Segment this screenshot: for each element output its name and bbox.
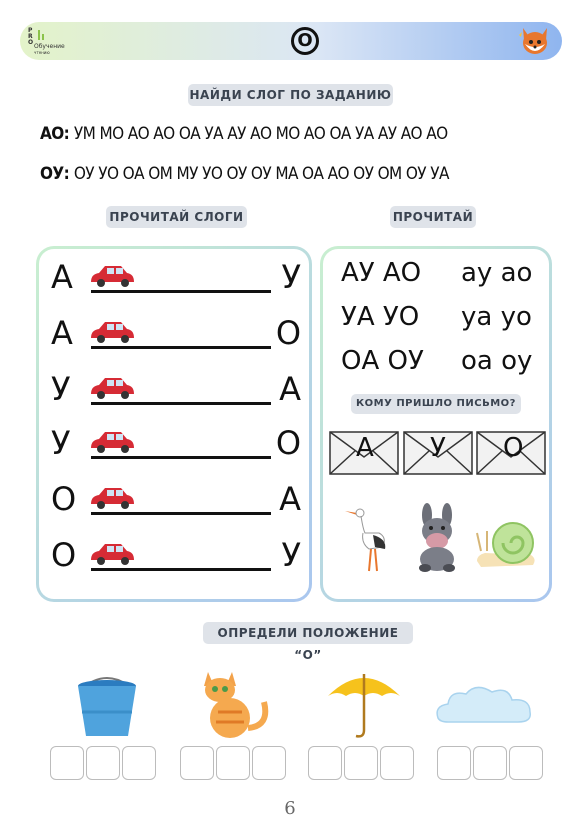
- logo: P R O Обучение чтению: [28, 27, 65, 55]
- syllable-row: У О: [51, 424, 301, 462]
- read-lower: ау ао: [461, 258, 533, 288]
- page-number: 6: [284, 798, 296, 819]
- car-icon: [87, 484, 137, 512]
- stork-icon: [343, 503, 393, 573]
- bucket-icon: [72, 672, 142, 742]
- syllable-row: А О: [51, 314, 301, 352]
- envelope-letter: У: [430, 433, 446, 463]
- syllable-row: О А: [51, 480, 301, 518]
- answer-cell[interactable]: [252, 746, 286, 780]
- fox-icon: [518, 26, 552, 56]
- answer-cell[interactable]: [216, 746, 250, 780]
- reading-panel: [320, 246, 552, 602]
- header-banner: [20, 22, 562, 60]
- cat-icon: [200, 668, 272, 742]
- syllable-row: А У: [51, 258, 301, 296]
- answer-boxes: [308, 746, 418, 780]
- answer-cell[interactable]: [473, 746, 507, 780]
- big-letter-badge: О: [291, 27, 319, 55]
- car-icon: [87, 428, 137, 456]
- answer-cell[interactable]: [122, 746, 156, 780]
- answer-boxes: [180, 746, 290, 780]
- syllables-panel: [36, 246, 312, 602]
- syllable-row: О У: [51, 536, 301, 574]
- answer-boxes: [50, 746, 160, 780]
- car-icon: [87, 540, 137, 568]
- find-row-ao: АО: УМ МО АО АО ОА УА АУ АО МО АО ОА УА АУ АО АО: [40, 124, 448, 144]
- read-upper: АУ АО: [341, 258, 422, 288]
- envelope-letter: А: [356, 433, 374, 463]
- answer-cell[interactable]: [308, 746, 342, 780]
- read-upper: УА УО: [341, 302, 420, 332]
- donkey-icon: [407, 503, 467, 573]
- read-lower: оа оу: [461, 346, 533, 376]
- find-syllable-heading: НАЙДИ СЛОГ ПО ЗАДАНИЮ: [188, 84, 393, 106]
- answer-cell[interactable]: [180, 746, 214, 780]
- answer-boxes: [437, 746, 547, 780]
- read-syllables-heading: ПРОЧИТАЙ СЛОГИ: [106, 206, 247, 228]
- answer-cell[interactable]: [86, 746, 120, 780]
- car-icon: [87, 374, 137, 402]
- syllable-row: У А: [51, 370, 301, 408]
- envelope-letter: О: [503, 433, 524, 463]
- cloud-icon: [432, 680, 536, 726]
- answer-cell[interactable]: [50, 746, 84, 780]
- car-icon: [87, 318, 137, 346]
- letter-heading: КОМУ ПРИШЛО ПИСЬМО?: [351, 394, 521, 414]
- answer-cell[interactable]: [380, 746, 414, 780]
- read-upper: ОА ОУ: [341, 346, 424, 376]
- answer-cell[interactable]: [344, 746, 378, 780]
- car-icon: [87, 262, 137, 290]
- answer-cell[interactable]: [509, 746, 543, 780]
- answer-cell[interactable]: [437, 746, 471, 780]
- find-row-ou: ОУ: ОУ УО ОА ОМ МУ УО ОУ ОУ МА ОА АО ОУ ОМ ОУ УА: [40, 164, 449, 184]
- position-heading: ОПРЕДЕЛИ ПОЛОЖЕНИЕ “О”: [203, 622, 413, 644]
- umbrella-icon: [326, 668, 402, 740]
- snail-icon: [475, 511, 539, 571]
- read-lower: уа уо: [461, 302, 532, 332]
- read-heading: ПРОЧИТАЙ: [390, 206, 476, 228]
